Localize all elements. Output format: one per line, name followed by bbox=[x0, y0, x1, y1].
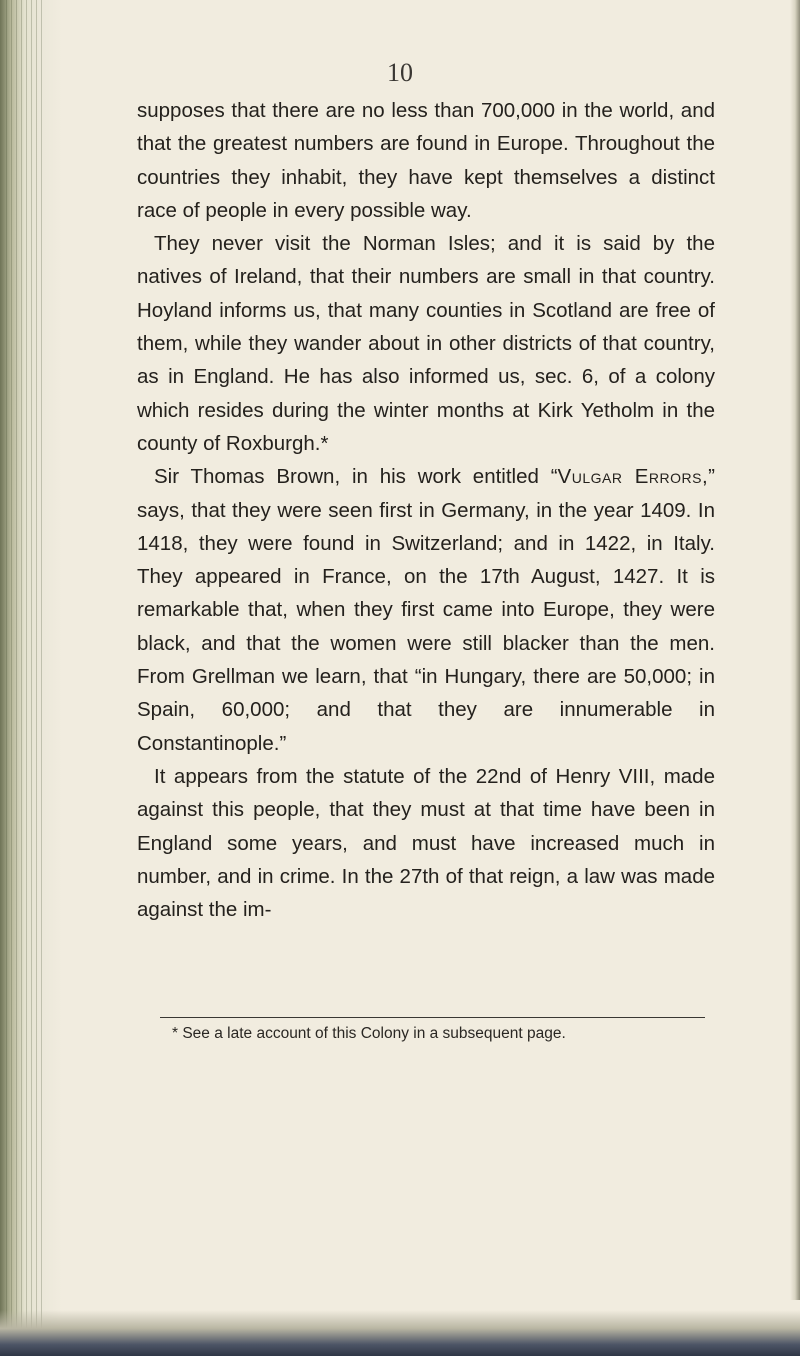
right-page-edge bbox=[790, 0, 800, 1300]
paragraph-4: It appears from the statute of the 22nd of Henry VIII, made against this people, that they must at that time have been in England some years, and must have increased much in number, and in crime. In the 27th of that reign, a law was made against the im- bbox=[137, 764, 715, 922]
binding-page-edges bbox=[6, 0, 46, 1356]
bottom-page-edge bbox=[0, 1310, 800, 1356]
book-title-vulgar-errors: Vulgar Errors, bbox=[557, 465, 709, 489]
paragraph-3-rest: ” says, that they were seen first in Germany, in the year 1409. In 1418, they were found in Switzerland; and in 1422, in Italy. They appeared in France, on the 17th August, 1427. It is remarkable that, when they first came into Europe, they were black, and that the women were still blacker than the men. From Grellman we learn, that “in Hungary, there are 50,000; in Spain, 60,000; and that they are innumerable in Constantinople.” bbox=[137, 465, 715, 755]
paragraph-3 bbox=[137, 460, 715, 760]
footnote: * See a late account of this Colony in a subsequent page. bbox=[172, 1025, 566, 1042]
body-text bbox=[137, 94, 715, 926]
paragraph-1: supposes that there are no less than 700,000 in the world, and that the greatest numbers are found in Europe. Throughout the countries they inhabit, they have kept themselves a distinct race of people in every possible way. bbox=[137, 99, 715, 222]
page-number: 10 bbox=[387, 58, 413, 87]
paragraph-3-lead: Sir Thomas Brown, in his work entitled “ bbox=[154, 465, 558, 489]
footnote-rule bbox=[160, 1017, 705, 1018]
paragraph-2: They never visit the Norman Isles; and it is said by the natives of Ireland, that their numbers are small in that country. Hoyland informs us, that many counties in Scotland are free of them, while they wander about in other districts of that country, as in England. He has also informed us, sec. 6, of a colony which resides during the winter months at Kirk Yetholm in the county of Roxburgh.* bbox=[137, 232, 715, 455]
